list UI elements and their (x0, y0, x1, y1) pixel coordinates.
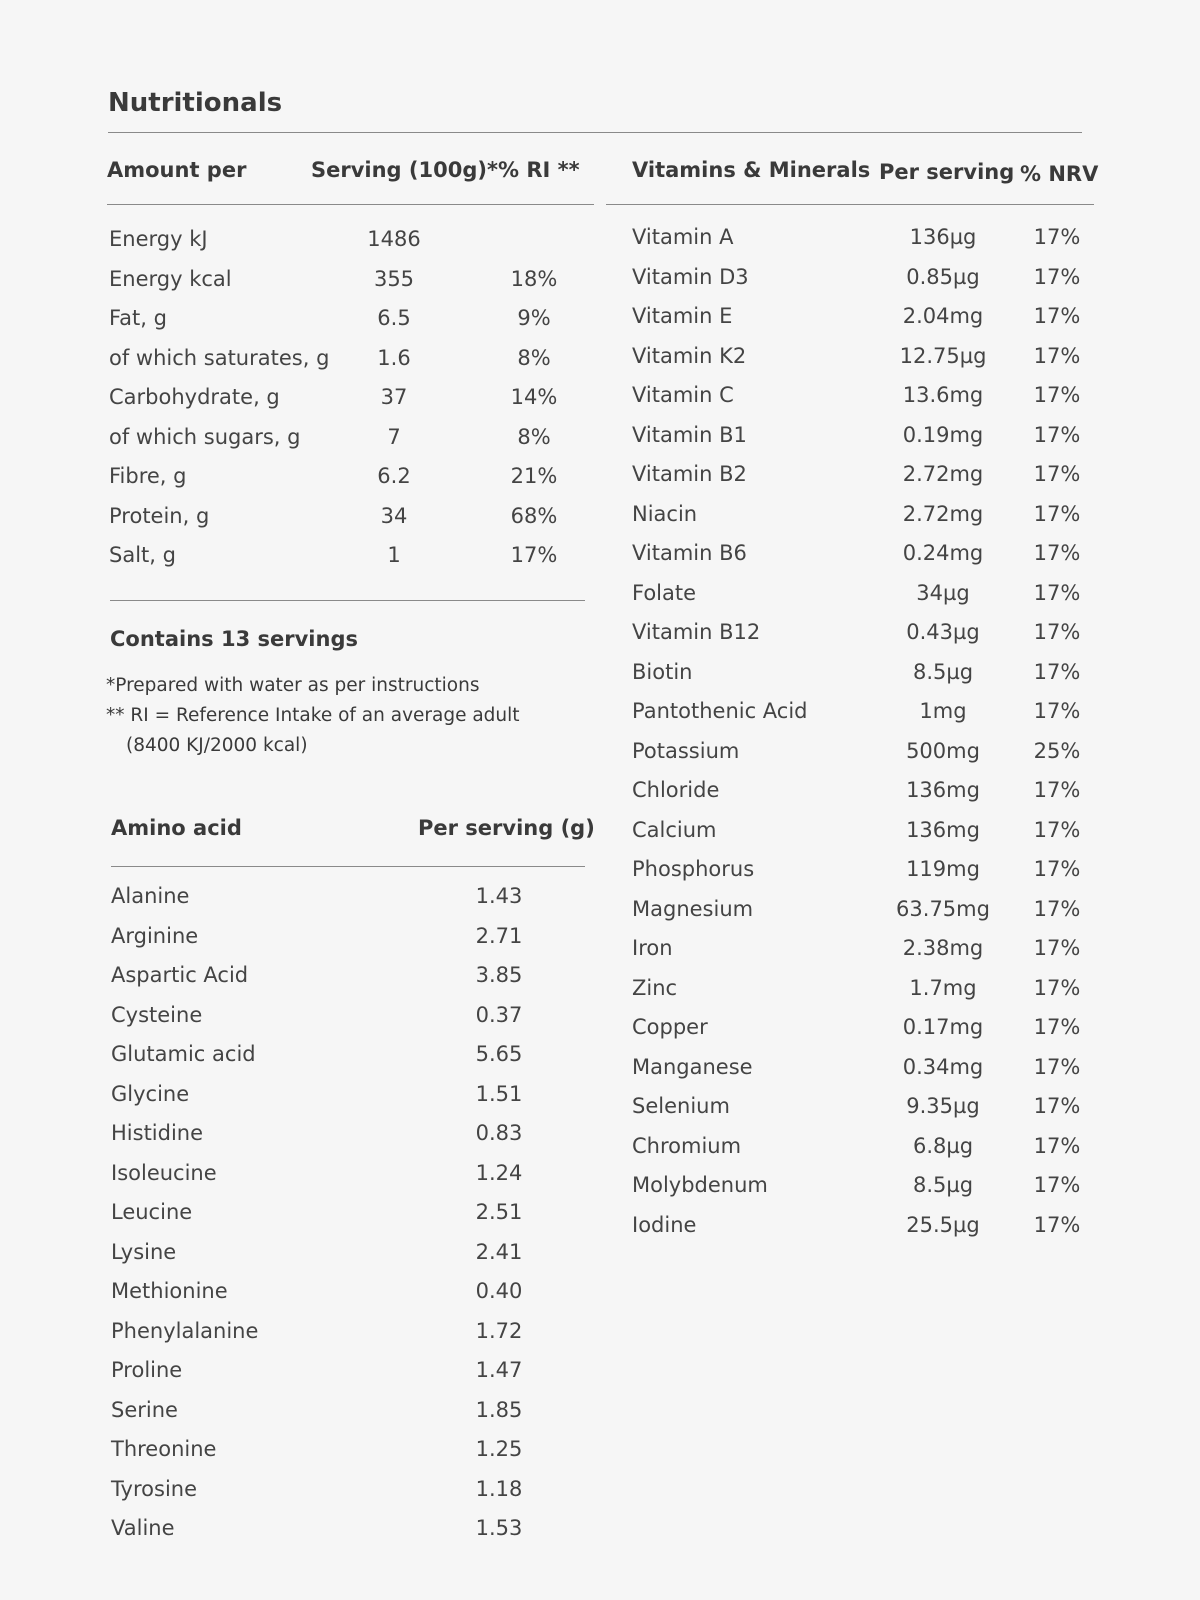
nutrient-ri: 14% (510, 385, 558, 409)
amino-value: 1.72 (475, 1318, 523, 1343)
amino-value: 1.51 (475, 1081, 523, 1106)
vitamin-value: 136mg (906, 778, 980, 802)
vitamin-value: 0.19mg (902, 422, 984, 447)
table-row (0, 699, 1200, 739)
table-row (0, 620, 1200, 660)
vitamin-value: 34µg (916, 580, 970, 605)
vitamin-value: 1mg (919, 699, 967, 723)
vitamin-nrv: 17% (1033, 462, 1081, 486)
vitamin-value: 8.5µg (912, 659, 974, 684)
vitamin-value: 0.85µg (906, 264, 980, 289)
nutrition-header-divider (107, 204, 594, 205)
vitamin-nrv: 17% (1033, 304, 1081, 328)
vitamin-nrv: 17% (1033, 620, 1081, 644)
nutrient-name: Fat, g (109, 306, 167, 330)
amino-name: Aspartic Acid (111, 963, 249, 987)
vitamin-value: 0.34mg (902, 1054, 984, 1079)
vitamin-name: Iron (632, 936, 673, 960)
vitamin-value: 2.72mg (902, 462, 984, 486)
vitamin-name: Chromium (632, 1133, 742, 1158)
vitamin-nrv: 17% (1033, 1054, 1081, 1079)
footnote-ri: ** RI = Reference Intake of an average adult (106, 705, 520, 726)
amino-value: 2.41 (475, 1239, 523, 1264)
vitamin-nrv: 17% (1033, 1173, 1081, 1197)
amino-name: Proline (111, 1358, 183, 1382)
vitamin-name: Vitamin B6 (632, 541, 747, 565)
table-row (0, 462, 1200, 502)
table-row (0, 1094, 1200, 1134)
vitamin-name: Vitamin B1 (632, 422, 747, 447)
vitamin-name: Vitamin K2 (632, 343, 747, 368)
amino-value: 2.51 (475, 1200, 523, 1224)
nutrition-header-serving: Serving (100g)* (311, 158, 498, 182)
vitamin-name: Magnesium (632, 896, 754, 921)
nutrient-name: of which saturates, g (109, 345, 330, 370)
amino-header-name: Amino acid (111, 816, 242, 840)
table-row (0, 739, 1200, 779)
table-row (0, 1213, 1200, 1253)
amino-name: Histidine (111, 1121, 204, 1145)
nutrient-ri: 68% (510, 503, 558, 528)
vitamin-value: 63.75mg (896, 896, 990, 921)
vitamin-nrv: 17% (1033, 936, 1081, 960)
title-divider (108, 132, 1082, 133)
vitamin-value: 2.38mg (902, 936, 984, 960)
servings-label: Contains (110, 627, 214, 651)
vitamin-name: Vitamin D3 (632, 264, 749, 289)
table-row (0, 1015, 1200, 1055)
table-row (0, 581, 1200, 621)
nutrient-value: 1486 (367, 227, 421, 251)
amino-name: Tyrosine (111, 1476, 198, 1501)
vitamin-nrv: 17% (1033, 383, 1081, 407)
nutrient-ri: 21% (510, 464, 558, 488)
vitamin-nrv: 17% (1033, 580, 1081, 605)
vitamins-header-name: Vitamins & Minerals (632, 158, 871, 182)
table-row (0, 778, 1200, 818)
amino-value: 0.37 (475, 1002, 523, 1027)
table-row (0, 344, 1200, 384)
vitamin-nrv: 17% (1033, 817, 1081, 842)
vitamin-name: Chloride (632, 778, 720, 802)
nutrient-ri: 18% (510, 266, 558, 291)
vitamin-name: Selenium (632, 1094, 730, 1118)
vitamin-nrv: 17% (1033, 857, 1081, 881)
table-row (0, 1319, 600, 1359)
vitamin-name: Potassium (632, 738, 740, 763)
vitamin-name: Pantothenic Acid (632, 699, 808, 723)
amino-name: Leucine (111, 1200, 193, 1224)
vitamin-nrv: 17% (1033, 343, 1081, 368)
amino-value: 1.85 (475, 1397, 523, 1422)
vitamin-name: Vitamin B12 (632, 620, 761, 644)
vitamin-nrv: 17% (1033, 422, 1081, 447)
page-title: Nutritionals (108, 88, 283, 118)
nutrient-value: 1.6 (377, 345, 411, 370)
table-row (0, 1477, 600, 1517)
amino-name: Arginine (111, 923, 199, 948)
vitamin-name: Zinc (632, 975, 678, 1000)
vitamin-value: 2.04mg (902, 304, 984, 328)
vitamin-value: 2.72mg (902, 501, 984, 526)
nutrient-value: 6.2 (377, 464, 411, 488)
vitamin-value: 119mg (906, 857, 980, 881)
vitamin-value: 0.24mg (902, 541, 984, 565)
table-row (0, 541, 1200, 581)
table-row (0, 897, 1200, 937)
amino-value: 3.85 (475, 963, 523, 987)
vitamin-nrv: 17% (1033, 778, 1081, 802)
vitamin-name: Copper (632, 1015, 708, 1039)
vitamin-name: Iodine (632, 1212, 697, 1237)
vitamin-name: Vitamin A (632, 225, 734, 249)
amino-value: 0.40 (475, 1279, 523, 1303)
table-row (0, 1516, 600, 1556)
table-row (0, 1173, 1200, 1213)
nutrient-name: Protein, g (109, 503, 210, 528)
nutrient-ri: 8% (517, 424, 551, 449)
vitamin-nrv: 17% (1033, 1015, 1081, 1039)
nutrition-header-ri: % RI ** (498, 158, 580, 182)
amino-value: 1.24 (475, 1160, 523, 1185)
vitamin-value: 136mg (906, 817, 980, 842)
amino-name: Glycine (111, 1081, 190, 1106)
vitamin-name: Calcium (632, 817, 717, 842)
table-row (0, 1358, 600, 1398)
footnote-prepared: *Prepared with water as per instructions (106, 675, 480, 696)
vitamin-value: 13.6mg (902, 383, 984, 407)
vitamin-value: 9.35µg (906, 1094, 980, 1118)
nutrient-name: Energy kcal (109, 266, 232, 291)
amino-name: Glutamic acid (111, 1042, 256, 1066)
vitamins-header-divider (606, 204, 1094, 205)
amino-header-per-serving: Per serving (g) (418, 816, 595, 840)
amino-name: Threonine (111, 1437, 217, 1461)
vitamin-value: 0.43µg (906, 620, 980, 644)
amino-name: Phenylalanine (111, 1318, 259, 1343)
amino-name: Serine (111, 1397, 178, 1422)
nutrient-value: 1 (387, 543, 401, 567)
vitamin-nrv: 17% (1033, 975, 1081, 1000)
nutrient-value: 7 (387, 424, 401, 449)
table-row (0, 423, 1200, 463)
vitamin-nrv: 17% (1033, 659, 1081, 684)
table-row (0, 1437, 600, 1477)
vitamin-nrv: 17% (1033, 501, 1081, 526)
vitamin-name: Molybdenum (632, 1173, 768, 1197)
nutrient-value: 34 (380, 503, 408, 528)
nutrient-name: Fibre, g (109, 464, 187, 488)
footnote-ri-values: (8400 KJ/2000 kcal) (126, 735, 308, 756)
table-row (0, 225, 1200, 265)
vitamin-value: 0.17mg (902, 1015, 984, 1039)
table-row (0, 265, 1200, 305)
vitamin-nrv: 17% (1033, 225, 1081, 249)
table-row (0, 660, 1200, 700)
vitamin-nrv: 25% (1033, 738, 1081, 763)
amino-value: 5.65 (475, 1042, 523, 1066)
vitamin-name: Phosphorus (632, 857, 755, 881)
nutrient-name: of which sugars, g (109, 424, 301, 449)
vitamin-name: Biotin (632, 659, 693, 684)
vitamin-value: 8.5µg (912, 1173, 974, 1197)
table-row (0, 1134, 1200, 1174)
nutrient-value: 6.5 (377, 306, 411, 330)
table-row (0, 304, 1200, 344)
vitamin-nrv: 17% (1033, 1133, 1081, 1158)
vitamin-name: Vitamin C (632, 383, 734, 407)
amino-value: 1.43 (475, 884, 523, 908)
vitamin-value: 25.5µg (906, 1212, 980, 1237)
vitamin-nrv: 17% (1033, 896, 1081, 921)
nutrient-value: 355 (373, 266, 415, 291)
vitamins-header-per-serving: Per serving (879, 160, 1015, 184)
amino-value: 1.53 (475, 1516, 523, 1540)
table-row (0, 976, 1200, 1016)
vitamins-header-nrv: % NRV (1020, 162, 1099, 186)
table-row (0, 818, 1200, 858)
table-row (0, 1055, 1200, 1095)
nutrient-name: Energy kJ (109, 227, 208, 251)
amino-name: Isoleucine (111, 1160, 217, 1185)
nutrient-value: 37 (380, 385, 408, 409)
vitamin-nrv: 17% (1033, 1212, 1081, 1237)
nutrient-ri: 17% (510, 543, 558, 567)
amino-name: Methionine (111, 1279, 228, 1303)
vitamin-name: Niacin (632, 501, 698, 526)
amino-value: 1.47 (475, 1358, 523, 1382)
vitamin-value: 12.75µg (899, 343, 987, 368)
vitamin-value: 500mg (906, 738, 980, 763)
vitamin-name: Folate (632, 580, 697, 605)
servings-value: 13 servings (220, 627, 358, 651)
table-row (0, 857, 1200, 897)
table-row (0, 1398, 600, 1438)
vitamin-name: Vitamin B2 (632, 462, 747, 486)
amino-value: 1.18 (475, 1476, 523, 1501)
table-row (0, 1279, 600, 1319)
vitamin-nrv: 17% (1033, 1094, 1081, 1118)
vitamin-nrv: 17% (1033, 541, 1081, 565)
table-row (0, 502, 1200, 542)
amino-name: Valine (111, 1516, 175, 1540)
vitamin-name: Vitamin E (632, 304, 733, 328)
vitamin-value: 6.8µg (912, 1133, 974, 1158)
nutrition-header-amount-per: Amount per (107, 158, 247, 182)
amino-name: Lysine (111, 1239, 177, 1264)
amino-name: Cysteine (111, 1002, 203, 1027)
nutrient-name: Carbohydrate, g (109, 385, 280, 409)
vitamins-table (0, 225, 1200, 1252)
vitamin-nrv: 17% (1033, 699, 1081, 723)
vitamin-value: 1.7mg (909, 975, 977, 1000)
amino-name: Alanine (111, 884, 190, 908)
amino-value: 0.83 (475, 1121, 523, 1145)
table-row (0, 383, 1200, 423)
nutrient-ri: 8% (517, 345, 551, 370)
amino-value: 2.71 (475, 923, 523, 948)
amino-value: 1.25 (475, 1437, 523, 1461)
nutrient-name: Salt, g (109, 543, 176, 567)
vitamin-nrv: 17% (1033, 264, 1081, 289)
nutrient-ri: 9% (517, 306, 551, 330)
table-row (0, 936, 1200, 976)
vitamin-name: Manganese (632, 1054, 753, 1079)
vitamin-value: 136µg (909, 225, 977, 249)
